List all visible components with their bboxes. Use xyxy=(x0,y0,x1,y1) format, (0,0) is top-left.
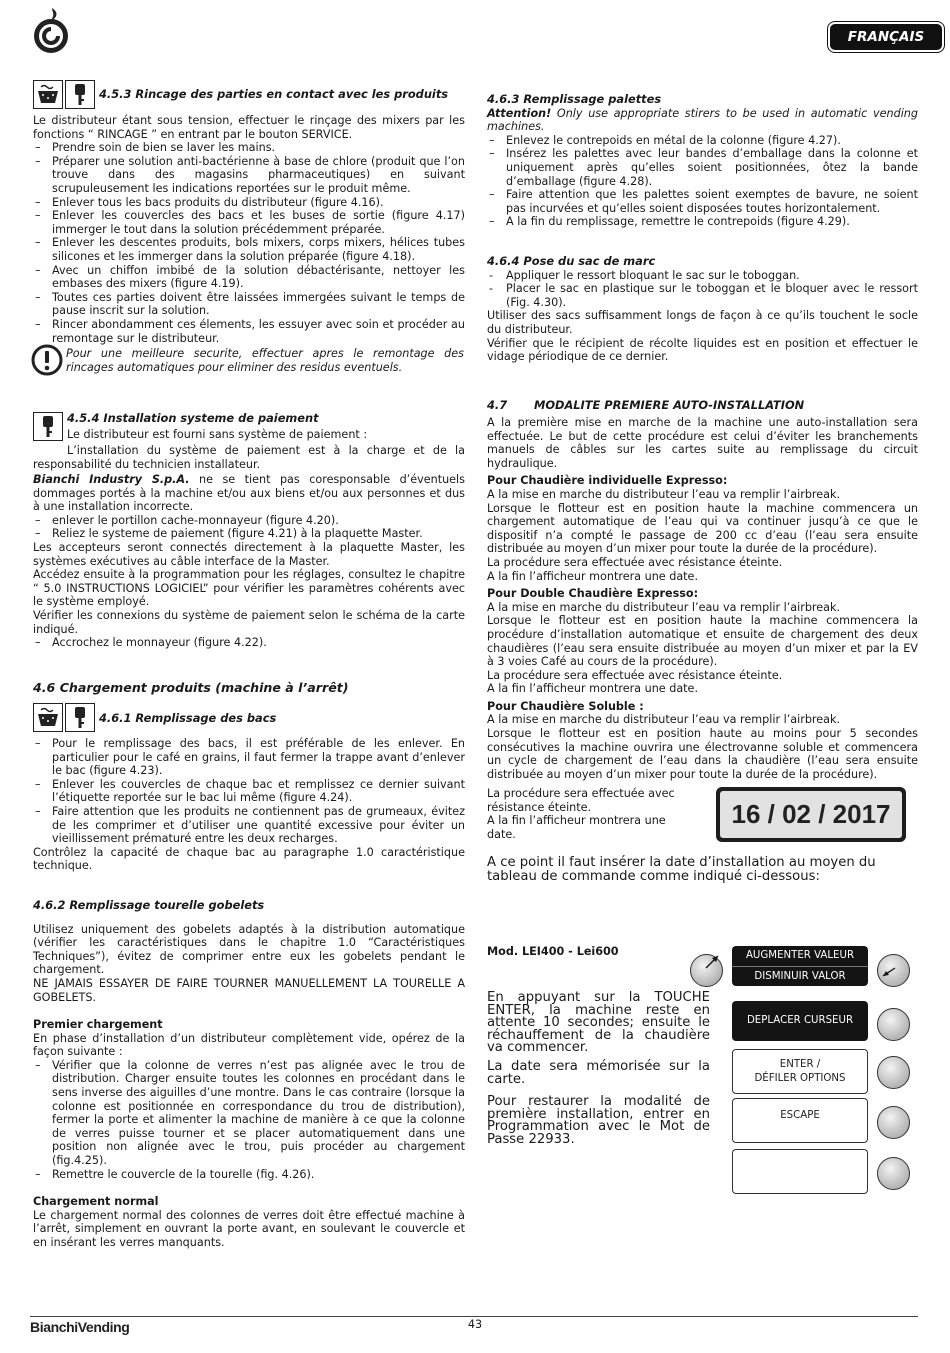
paragraph: Le chargement normal des colonnes de verres doit être effectué machine à l’arrêt, simplement en ouvrant la porte avant, en soulevant le couvercle et en insérant les verres manquants. xyxy=(33,1208,465,1249)
display-screen xyxy=(716,787,906,842)
paragraph: L’installation du système de paiement est à la charge et de la responsabilité du technicien installateur. xyxy=(33,444,465,471)
section-4-6-3-title: 4.6.3 Remplissage palettes xyxy=(487,92,662,106)
paragraph: A la mise en marche du distributeur l’eau va remplir l’airbreak. xyxy=(487,600,841,614)
list-item: – Faire attention que les palettes soient exemptes de bavure, ne soient pas incurvées et qu’elles soient disposées toutes horizontalement. xyxy=(487,188,918,215)
list-item: – Enlever les descentes produits, bols mixers, corps mixers, hélices tubes silicones et les immerger dans la solution préparée (figure 4.18). xyxy=(33,236,465,263)
paragraph: Lorsque le flotteur est en position haute la machine commencera un chargement automatique de l’eau qui va continuer jusqu’à ce que le dispositif n’a compté le passage de 200 cc d’eau (l’eau sera ensuite distribuée au moyen d’un mixer pour toute la durée de la procédure). xyxy=(487,501,918,556)
monnayeur-list xyxy=(33,636,465,650)
liability-paragraph xyxy=(33,473,465,514)
premier-chargement-title: Premier chargement xyxy=(33,1018,163,1032)
install-instruction: A ce point il faut insérer la date d’installation au moyen du tableau de commande comme indiqué ci-dessous: xyxy=(487,855,876,884)
list-item: – Avec un chiffon imbibé de la solution débactérisante, nettoyer les embases des mixers (figure 4.19). xyxy=(33,264,465,291)
paragraph: Utiliser des sacs suffisamment longs de façon à ce qu’ils touchent le socle du distributeur. xyxy=(487,309,918,336)
attention-label: Attention! xyxy=(487,106,552,120)
section-4-5-3-title: 4.5.3 Rincage des parties en contact avec les produits xyxy=(99,87,449,101)
paragraph: A la fin l’afficheur montrera une date. xyxy=(487,682,698,696)
paragraph: A la mise en marche du distributeur l’eau va remplir l’airbreak. xyxy=(487,713,841,727)
list-item: – Préparer une solution anti-bactérienne à base de chlore (produit que l’on trouve dans des magasins pharmaceutiques) en suivant scrupuleusement les indications reportées sur le produit même. xyxy=(33,155,465,196)
section-4-6-4-title: 4.6.4 Pose du sac de marc xyxy=(487,253,656,268)
list-item: – Vérifier que la colonne de verres n’est pas alignée avec le trou de distribution. Charger ensuite toutes les colonnes en procédant dans le sens inverse des aiguilles d’une montre. Dans le cas contraire (lorsque la colonne est positionnée en correspondance du trou de distribution), fermer la porte et alimenter la machine de manière à ce que la colonne de verres puisse tourner et se placer automatiquement dans une position non alignée avec le trou, puis procéder au chargement (fig.4.25). xyxy=(33,1059,465,1168)
escape-button[interactable]: ESCAPE xyxy=(732,1098,868,1143)
paragraph: La procédure sera effectuée avec résistance éteinte. xyxy=(487,668,783,682)
warning-icon xyxy=(31,344,63,376)
paragraph: Lorsque le flotteur est en position haute la machine commencera la procédure d’installation automatique et ensuite de chargement des deux chaudières (l’eau sera ensuite distribuée au moyen d’un mixer et par la EV à 3 voies Café au cours de la procédure). xyxy=(487,614,918,669)
paragraph: A la fin l’afficheur montrera une date. xyxy=(487,814,666,841)
paragraph: Lorsque le flotteur est en position haute au moins pour 5 secondes consécutives la machine ouvrira une électrovanne soluble et commencera un cycle de chargement de l’eau dans la chaudière (l’eau sera ensuite distribuée au moyen d’un mixer pour toute la durée de la procédure). xyxy=(487,727,918,781)
enter-knob[interactable] xyxy=(877,1056,910,1089)
list-item: – A la fin du remplissage, remettre le contrepoids (figure 4.29). xyxy=(487,215,918,229)
list-item: – Insérez les palettes avec leur bandes d’emballage dans la colonne et uniquement après qu’elles soient positionnées, ôtez la bande d’emballage (figure 4.28). xyxy=(487,147,918,188)
list-item: – Pour le remplissage des bacs, il est préférable de les enlever. En particulier pour le café en grains, il faut fermer la trappe avant d’enlever le bac (figure 4.23). xyxy=(33,737,465,778)
key-icon xyxy=(33,412,63,441)
section-4-5-4-title: 4.5.4 Installation systeme de paiement xyxy=(67,411,319,425)
list-item: – Toutes ces parties doivent être laissées immergées suivant le temps de pause inscrit sur la solution. xyxy=(33,291,465,318)
footer-brand: BianchiVending xyxy=(30,1319,130,1335)
footer-rule xyxy=(30,1316,918,1317)
list-item: – Faire attention que les produits ne contiennent pas de grumeaux, évitez de les comprimer et d’utiliser une quantité excessive pour éviter un vieillissement prématuré entre les deux recharges. xyxy=(33,805,465,846)
section-4-6-1-body xyxy=(33,737,465,1250)
list-item: – Remettre le couvercle de la tourelle (fig. 4.26). xyxy=(33,1168,465,1182)
rinse-steps-list xyxy=(33,141,465,345)
list-item: – Rincer abondamment ces élements, les essuyer avec soin et procéder au remontage sur le distributeur. xyxy=(33,318,465,345)
list-item: – enlever le portillon cache-monnayeur (figure 4.20). xyxy=(33,514,465,528)
company-name: Bianchi Industry S.p.A. xyxy=(33,473,190,486)
list-item: – Enlevez le contrepoids en métal de la colonne (figure 4.27). xyxy=(487,134,918,148)
escape-knob[interactable] xyxy=(877,1106,910,1139)
move-cursor-button[interactable]: DEPLACER CURSEUR xyxy=(732,1001,868,1041)
section-4-6-1-title: 4.6.1 Remplissage des bacs xyxy=(99,711,277,725)
section-4-6-2-title: 4.6.2 Remplissage tourelle gobelets xyxy=(33,897,265,912)
chargement-normal-title: Chargement normal xyxy=(33,1195,159,1209)
cursor-knob[interactable] xyxy=(877,1008,910,1041)
palettes-steps-list xyxy=(487,134,918,229)
display-date: 16 / 02 / 2017 xyxy=(720,791,902,838)
decrease-value-button[interactable]: DISMINUIR VALOR xyxy=(754,971,846,982)
soluble-title: Pour Chaudière Soluble : xyxy=(487,699,644,713)
list-item: – Enlever tous les bacs produits du distributeur (figure 4.16). xyxy=(33,196,465,210)
enter-sub-label: DÉFILER OPTIONS xyxy=(754,1073,846,1084)
list-item: - Appliquer le ressort bloquant le sac sur le toboggan. xyxy=(487,269,918,283)
attention-text: Only use appropriate stirers to be used in automatic vending machines. xyxy=(487,106,918,134)
increase-value-button[interactable]: AUGMENTER VALEUR xyxy=(732,946,868,967)
paragraph: La procédure sera effectuée avec résistance éteinte. xyxy=(487,787,675,814)
safety-warning-text: Pour une meilleure securite, effectuer apres le remontage des rincages automatiques pour eliminer des residus eventuels. xyxy=(66,347,464,374)
paragraph: A la première mise en marche de la machine une auto-installation sera effectuée. Le but de cette procédure est celui d’éviter les branchements manuels de câbles sur les cartes suite au remplissage du circuit hydraulique. xyxy=(487,416,918,470)
paragraph: Vérifier que le récipient de récolte liquides est en position et effectuer le vidage périodique de ce dernier. xyxy=(487,336,918,364)
enter-label: ENTER / xyxy=(779,1059,821,1070)
payment-steps-list xyxy=(33,514,465,541)
bacs-steps-list xyxy=(33,737,465,846)
paragraph: A la fin l’afficheur montrera une date. xyxy=(487,569,698,583)
paragraph: En phase d’installation d’un distributeur complètement vide, opérez de la façon suivante : xyxy=(33,1031,465,1059)
control-panel xyxy=(690,944,915,1199)
list-item: – Reliez le systeme de paiement (figure 4.21) à la plaquette Master. xyxy=(33,527,465,541)
paragraph-text: ne se tient pas coresponsable d’éventuels dommages portés à la machine et/ou aux biens et/ou aux personnes et dus à une installation incorrecte. xyxy=(33,473,465,514)
expresso-title: Pour Chaudière individuelle Expresso: xyxy=(487,474,728,488)
brand-logo-icon xyxy=(30,5,72,53)
paragraph: A la mise en marche du distributeur l’eau va remplir l’airbreak. xyxy=(487,487,841,501)
section-4-5-3-body xyxy=(33,114,465,345)
section-4-6-title: 4.6 Chargement produits (machine à l’arrêt) xyxy=(33,680,349,695)
blank-button[interactable] xyxy=(732,1149,868,1194)
attention-note xyxy=(487,107,918,134)
paragraph: Pour restaurer la modalité de première installation, entrer en Programmation avec le Mot de Passe 22933. xyxy=(487,1094,710,1147)
paragraph: Vérifier les connexions du système de paiement selon le schéma de la carte indiqué. xyxy=(33,608,465,636)
section-4-7-body xyxy=(487,416,918,781)
pointer-arrows-icon xyxy=(690,944,915,1004)
paragraph: La procédure sera effectuée avec résistance éteinte. xyxy=(487,555,783,569)
section-4-6-3-body xyxy=(487,93,918,364)
blank-knob[interactable] xyxy=(877,1157,910,1190)
sac-steps-list xyxy=(487,269,918,310)
paragraph: Accédez ensuite à la programmation pour les réglages, consultez le chapitre “ 5.0 INSTRUCTIONS LOGICIEL” pour vérifier les paramètres cohérents avec le système employé. xyxy=(33,568,465,609)
double-expresso-title: Pour Double Chaudière Expresso: xyxy=(487,587,699,601)
list-item: – Accrochez le monnayeur (figure 4.22). xyxy=(33,636,465,650)
section-4-5-4-body xyxy=(33,473,465,650)
page-number: 43 xyxy=(467,1318,483,1331)
washing-basin-icon xyxy=(33,80,63,109)
section-4-7-title: MODALITE PREMIERE AUTO-INSTALLATION xyxy=(534,398,805,412)
list-item: – Enlever les couvercles des bacs et les buses de sortie (figure 4.17) immerger le tout dans la solution précédemment préparée. xyxy=(33,209,465,236)
key-icon xyxy=(65,703,95,732)
paragraph: Utilisez uniquement des gobelets adaptés à la distribution automatique (vérifier les caractéristiques dans le chapitre 1.0 “Caractéristiques Techniques”), évitez de comprimer entre eux les gobelets pendant le chargement. xyxy=(33,922,465,977)
list-item: – Prendre soin de bien se laver les mains. xyxy=(33,141,465,155)
enter-button[interactable] xyxy=(732,1049,868,1094)
soluble-closing xyxy=(487,787,687,841)
language-badge: FRANÇAIS xyxy=(830,24,942,50)
key-icon xyxy=(65,80,95,109)
paragraph: Le distributeur est fourni sans système de paiement : xyxy=(67,428,368,441)
paragraph: En appuyant sur la TOUCHE ENTER, la machine reste en attente 10 secondes; ensuite le réchauffement de la chaudière va commencer. xyxy=(487,990,710,1056)
paragraph: NE JAMAIS ESSAYER DE FAIRE TOURNER MANUELLEMENT LA TOURELLE A GOBELETS. xyxy=(33,976,465,1004)
list-item: - Placer le sac en plastique sur le toboggan et le bloquer avec le ressort (Fig. 4.30). xyxy=(487,282,918,309)
list-item: – Enlever les couvercles de chaque bac et remplissez ce dernier suivant l’étiquette reportée sur le bac lui même (figure 4.24). xyxy=(33,778,465,805)
washing-basin-icon xyxy=(33,703,63,732)
paragraph: La date sera mémorisée sur la carte. xyxy=(487,1058,710,1087)
premier-steps-list xyxy=(33,1059,465,1181)
paragraph: Contrôlez la capacité de chaque bac au paragraphe 1.0 caractéristique technique. xyxy=(33,845,465,873)
paragraph: Le distributeur étant sous tension, effectuer le rinçage des mixers par les fonctions “ RINCAGE ” en entrant par le bouton SERVICE. xyxy=(33,114,465,141)
model-label: Mod. LEI400 - Lei600 xyxy=(487,945,619,958)
section-4-7-number: 4.7 xyxy=(487,398,508,412)
enter-instructions xyxy=(487,992,710,1147)
paragraph: Les accepteurs seront connectés directement à la plaquette Master, les systèmes exécutives au câble interface de la Master. xyxy=(33,540,465,568)
